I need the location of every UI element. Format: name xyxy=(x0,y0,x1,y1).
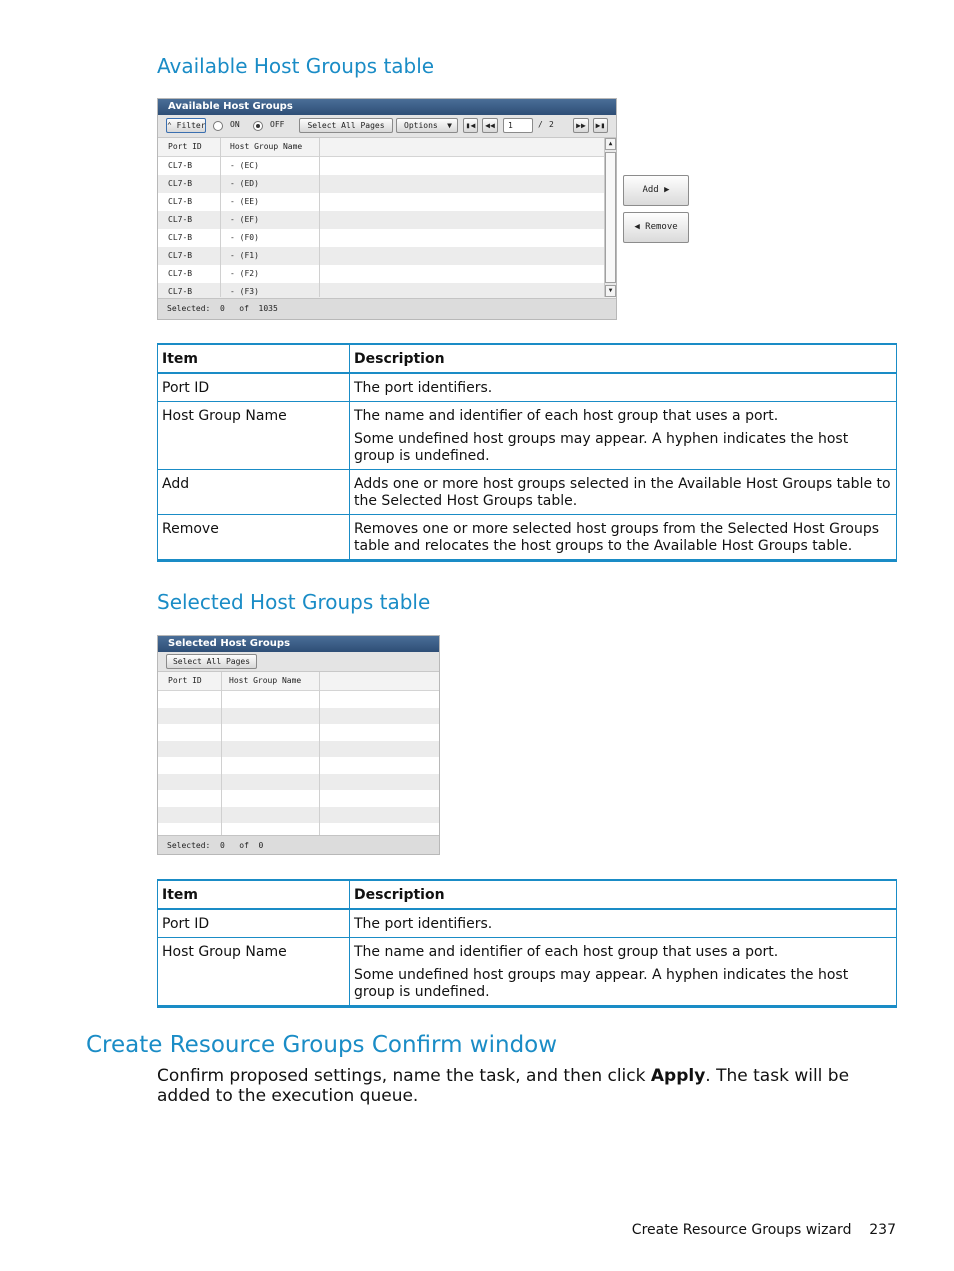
options-dropdown[interactable] xyxy=(396,118,458,133)
page-footer xyxy=(632,1222,896,1238)
item-cell: Port ID xyxy=(158,373,350,402)
page-number-input[interactable]: 1 xyxy=(503,118,533,133)
scroll-thumb[interactable] xyxy=(605,152,616,283)
grid-header xyxy=(158,672,439,691)
triangle-left-icon: ◀ xyxy=(634,222,640,232)
double-chevron-up-icon: ⌃ xyxy=(167,121,172,130)
select-all-pages-button[interactable]: Select All Pages xyxy=(299,118,393,133)
remove-button[interactable] xyxy=(623,212,689,243)
filter-label: Filter xyxy=(176,121,206,130)
empty-table-row xyxy=(158,790,439,807)
toolbar xyxy=(158,652,439,672)
item-cell: Host Group Name xyxy=(158,938,350,1007)
first-page-icon[interactable]: ▮◀ xyxy=(463,118,478,133)
table-row xyxy=(158,373,897,402)
table-row[interactable] xyxy=(158,211,604,229)
triangle-down-icon: ▼ xyxy=(447,121,452,130)
description-cell xyxy=(350,938,897,1007)
options-label: Options xyxy=(404,121,438,130)
description-text: Removes one or more selected host groups from the Selected Host Groups table and relocates the host groups to the Available Host Groups table. xyxy=(354,521,880,554)
page-number: 237 xyxy=(869,1222,896,1238)
port-id-cell: CL7-B xyxy=(168,287,193,296)
selected-host-groups-panel xyxy=(157,635,440,855)
table-row[interactable] xyxy=(158,265,604,283)
available-grid xyxy=(158,138,604,297)
description-text: The name and identifier of each host group that uses a port. xyxy=(354,408,779,424)
description-cell xyxy=(350,470,897,515)
port-id-cell: CL7-B xyxy=(168,197,193,206)
description-text: Some undefined host groups may appear. A hyphen indicates the host group is undefined. xyxy=(354,431,849,464)
available-description-table xyxy=(157,343,897,562)
paragraph-text: . The task will be added to the execution queue. xyxy=(157,1066,850,1106)
host-group-name-cell: - (F0) xyxy=(230,233,259,242)
description-text: The name and identifier of each host group that uses a port. xyxy=(354,944,779,960)
apply-emphasis: Apply xyxy=(650,1066,706,1086)
host-group-name-cell: - (F3) xyxy=(230,287,259,296)
host-group-name-cell: - (EF) xyxy=(230,215,259,224)
triangle-right-icon: ▶ xyxy=(664,185,670,195)
selected-description-table xyxy=(157,879,897,1008)
toolbar xyxy=(158,115,616,138)
filter-on-radio[interactable] xyxy=(213,121,223,131)
column-header-host-group-name[interactable]: Host Group Name xyxy=(229,676,302,685)
add-label: Add xyxy=(642,185,659,195)
table-row xyxy=(158,470,897,515)
column-header-description: Description xyxy=(350,344,897,373)
table-row[interactable] xyxy=(158,247,604,265)
description-text: The port identifiers. xyxy=(354,380,493,396)
column-divider xyxy=(221,672,222,835)
empty-table-row xyxy=(158,708,439,725)
port-id-cell: CL7-B xyxy=(168,251,193,260)
table-row xyxy=(158,909,897,938)
off-label: OFF xyxy=(270,120,285,129)
footer-title: Create Resource Groups wizard xyxy=(631,1222,852,1238)
column-divider xyxy=(220,138,221,297)
panel-title: Selected Host Groups xyxy=(158,636,439,652)
host-group-name-cell: - (EE) xyxy=(230,197,259,206)
section-heading-confirm: Create Resource Groups Confirm window xyxy=(86,1032,558,1058)
empty-table-row xyxy=(158,774,439,791)
port-id-cell: CL7-B xyxy=(168,179,193,188)
description-text: Some undefined host groups may appear. A hyphen indicates the host group is undefined. xyxy=(354,967,849,1000)
filter-button[interactable] xyxy=(166,118,206,133)
table-row[interactable] xyxy=(158,229,604,247)
add-button[interactable] xyxy=(623,175,689,206)
section-heading-selected: Selected Host Groups table xyxy=(157,590,431,614)
column-header-host-group-name[interactable]: Host Group Name xyxy=(230,142,303,151)
empty-table-row xyxy=(158,757,439,774)
port-id-cell: CL7-B xyxy=(168,161,193,170)
next-page-icon[interactable]: ▶▶ xyxy=(573,118,589,133)
empty-table-row xyxy=(158,741,439,758)
item-cell: Port ID xyxy=(158,909,350,938)
on-label: ON xyxy=(230,120,240,129)
selection-status: Selected: 0 of 0 xyxy=(158,835,439,854)
last-page-icon[interactable]: ▶▮ xyxy=(593,118,608,133)
selected-grid xyxy=(158,672,439,835)
grid-header xyxy=(158,138,604,157)
scroll-up-icon[interactable]: ▲ xyxy=(605,138,616,150)
column-header-description: Description xyxy=(350,880,897,909)
table-row[interactable] xyxy=(158,175,604,193)
column-header-item: Item xyxy=(158,344,350,373)
column-divider xyxy=(319,672,320,835)
host-group-name-cell: - (F2) xyxy=(230,269,259,278)
empty-table-row xyxy=(158,691,439,708)
empty-table-row xyxy=(158,807,439,824)
port-id-cell: CL7-B xyxy=(168,215,193,224)
available-host-groups-panel xyxy=(157,98,617,320)
column-divider xyxy=(319,138,320,297)
host-group-name-cell: - (ED) xyxy=(230,179,259,188)
description-text: The port identifiers. xyxy=(354,916,493,932)
table-row xyxy=(158,515,897,561)
previous-page-icon[interactable]: ◀◀ xyxy=(482,118,498,133)
vertical-scrollbar[interactable] xyxy=(604,138,616,297)
table-row xyxy=(158,938,897,1007)
description-cell xyxy=(350,515,897,561)
scroll-down-icon[interactable]: ▼ xyxy=(605,285,616,297)
description-text: Adds one or more host groups selected in the Available Host Groups table to the Selected Host Groups table. xyxy=(354,476,891,509)
column-header-port-id[interactable]: Port ID xyxy=(168,676,202,685)
item-cell: Host Group Name xyxy=(158,402,350,470)
section-heading-available: Available Host Groups table xyxy=(157,54,435,78)
page-separator: / xyxy=(538,120,543,129)
filter-off-radio[interactable] xyxy=(253,121,263,131)
description-cell xyxy=(350,402,897,470)
selection-status: Selected: 0 of 1035 xyxy=(158,298,616,319)
select-all-pages-button[interactable]: Select All Pages xyxy=(166,654,257,669)
host-group-name-cell: - (EC) xyxy=(230,161,259,170)
item-cell: Remove xyxy=(158,515,350,561)
table-row[interactable] xyxy=(158,193,604,211)
item-cell: Add xyxy=(158,470,350,515)
page-total: 2 xyxy=(549,120,554,129)
table-row[interactable] xyxy=(158,157,604,175)
column-header-item: Item xyxy=(158,880,350,909)
empty-table-row xyxy=(158,724,439,741)
table-row xyxy=(158,402,897,470)
column-header-port-id[interactable]: Port ID xyxy=(168,142,202,151)
paragraph-text: Confirm proposed settings, name the task, and then click xyxy=(157,1066,651,1086)
port-id-cell: CL7-B xyxy=(168,269,193,278)
description-cell xyxy=(350,373,897,402)
confirm-paragraph xyxy=(157,1066,887,1106)
remove-label: Remove xyxy=(645,222,678,232)
host-group-name-cell: - (F1) xyxy=(230,251,259,260)
description-cell xyxy=(350,909,897,938)
panel-title: Available Host Groups xyxy=(158,99,616,115)
port-id-cell: CL7-B xyxy=(168,233,193,242)
